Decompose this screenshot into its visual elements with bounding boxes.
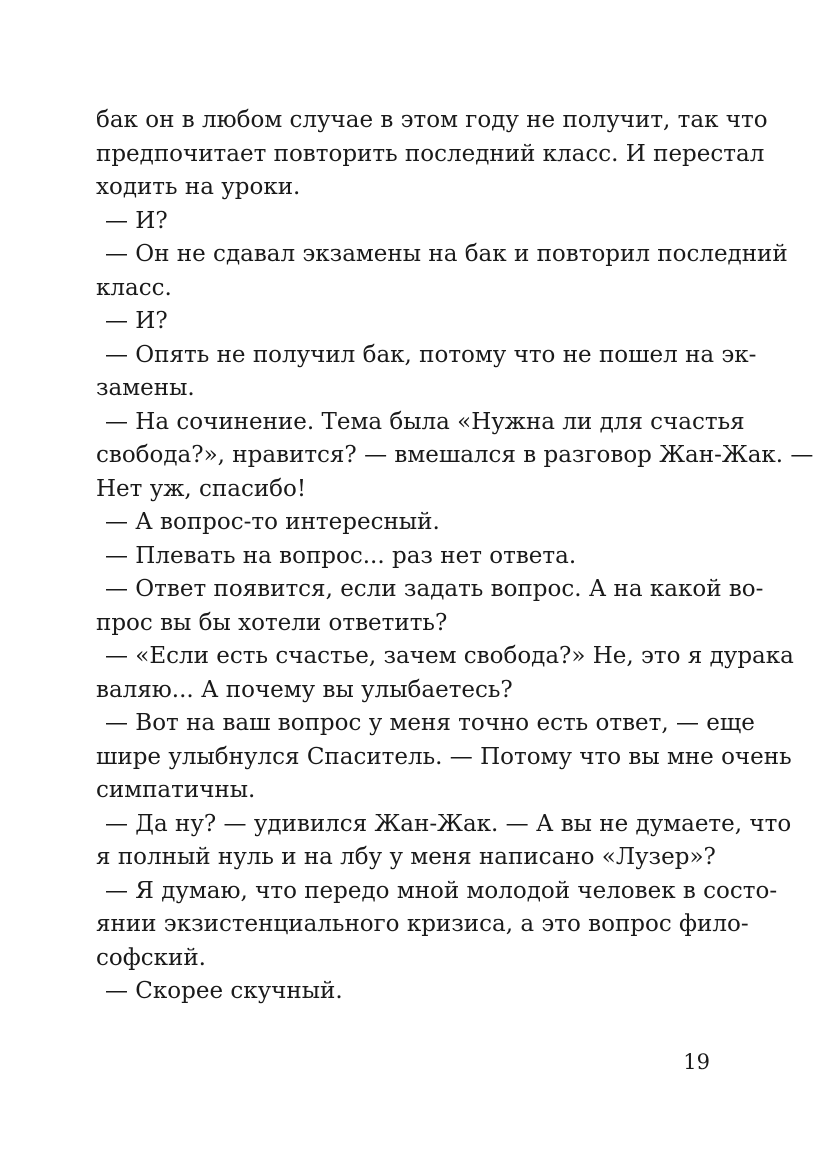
text-line: шире улыбнулся Спаситель. — Потому что вы мне очень	[96, 743, 792, 770]
text-line: — Вот на ваш вопрос у меня точно есть ответ, — еще	[105, 710, 755, 736]
text-line: — Ответ появится, если задать вопрос. А на какой во-	[105, 576, 764, 602]
text-line: — Скорее скучный.	[105, 978, 343, 1004]
text-line: софский.	[96, 944, 206, 971]
text-line: — И?	[105, 207, 168, 234]
text-line: — «Если есть счастье, зачем свобода?» Не, это я дурака	[105, 643, 794, 669]
text-line: симпатичны.	[96, 777, 256, 803]
body-text	[96, 104, 814, 1009]
text-line: свобода?», нравится? — вмешался в разговор Жан-Жак. —	[96, 442, 814, 468]
text-line: — Он не сдавал экзамены на бак и повторил последний	[105, 241, 788, 267]
text-line: бак он в любом случае в этом году не получит, так что	[96, 107, 768, 133]
text-line: я полный нуль и на лбу у меня написано «Лузер»?	[96, 844, 716, 870]
text-line: ходить на уроки.	[96, 174, 301, 200]
text-line: предпочитает повторить последний класс. И перестал	[96, 140, 765, 167]
text-line: Нет уж, спасибо!	[96, 475, 307, 502]
text-line: валяю... А почему вы улыбаетесь?	[96, 676, 513, 703]
page-number: 19	[683, 1050, 710, 1074]
text-line: замены.	[96, 375, 195, 401]
text-line: — Да ну? — удивился Жан-Жак. — А вы не думаете, что	[105, 810, 792, 837]
text-line: янии экзистенциального кризиса, а это вопрос фило-	[96, 911, 749, 937]
text-line: — Плевать на вопрос... раз нет ответа.	[105, 542, 577, 569]
text-line: — Опять не получил бак, потому что не пошел на эк-	[105, 341, 757, 368]
text-line: класс.	[96, 274, 172, 301]
text-line: — Я думаю, что передо мной молодой человек в состо-	[105, 877, 778, 904]
text-line: — На сочинение. Тема была «Нужна ли для счастья	[105, 408, 745, 435]
text-line: прос вы бы хотели ответить?	[96, 609, 448, 636]
text-line: — А вопрос-то интересный.	[105, 509, 440, 535]
text-line: — И?	[105, 308, 168, 334]
